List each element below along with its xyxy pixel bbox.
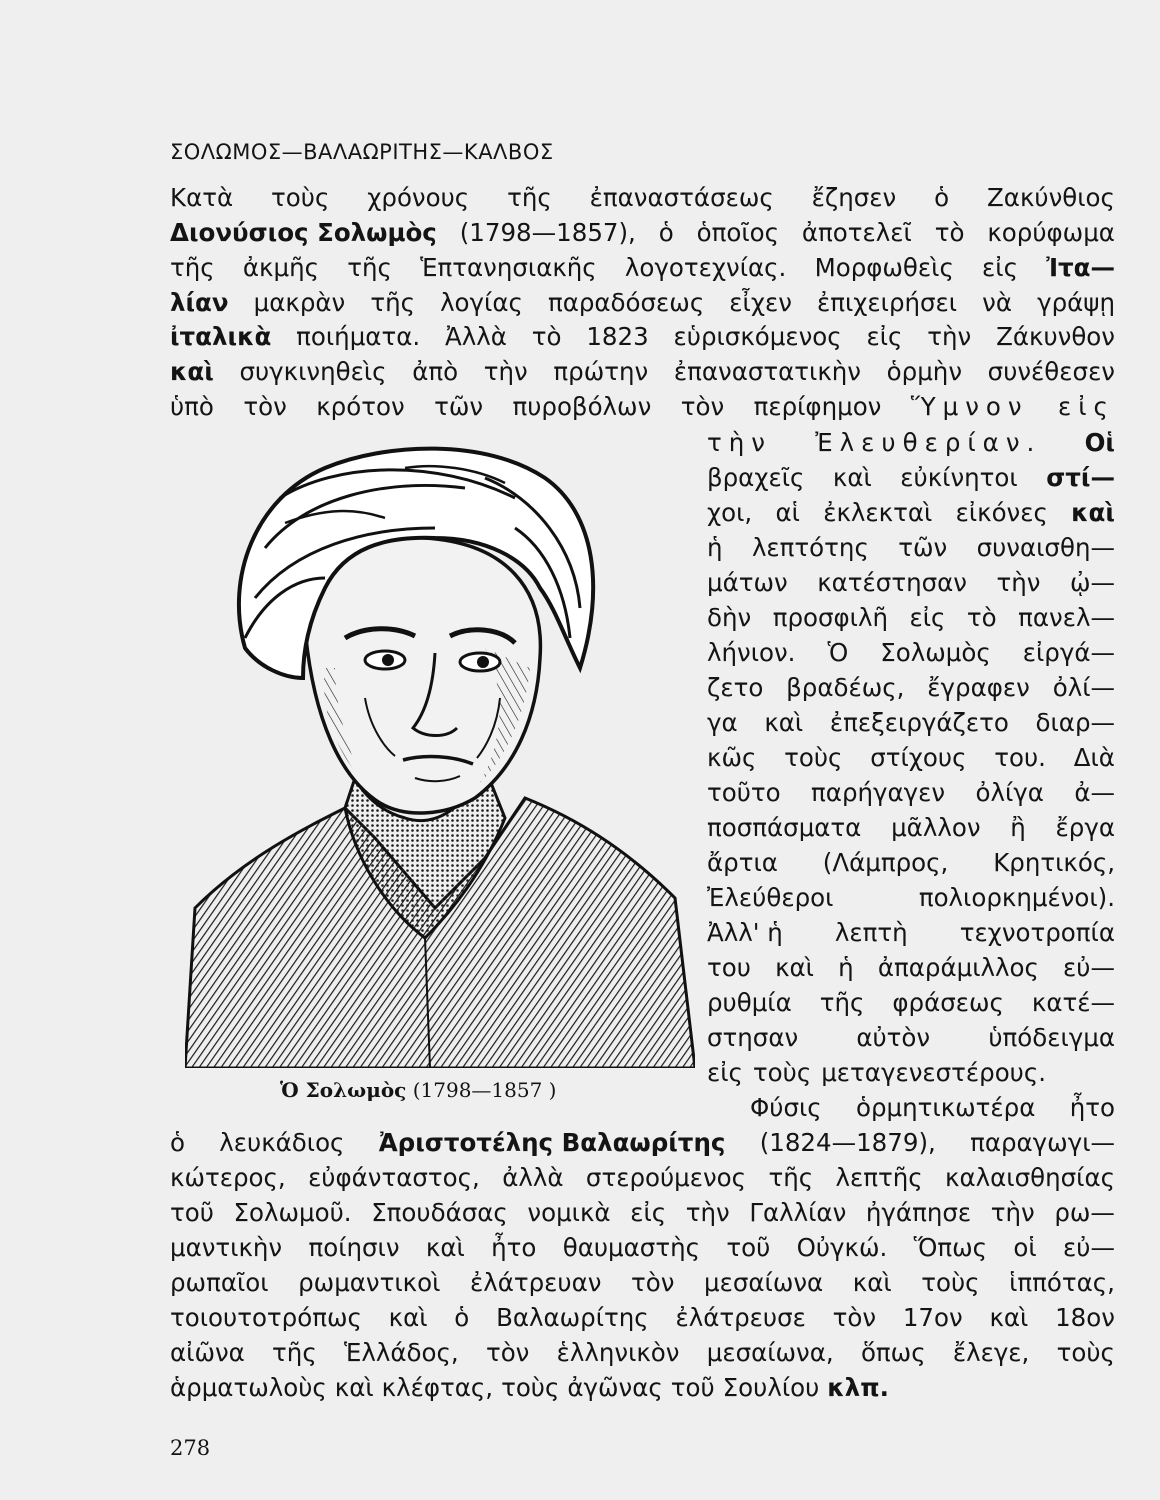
word: λεπτῆς	[835, 1163, 923, 1192]
word: αἱ	[775, 498, 800, 527]
word: λίαν	[170, 288, 229, 317]
word: βραχεῖς	[707, 463, 805, 492]
word: Κατὰ	[170, 183, 234, 212]
word: Ὁ	[827, 638, 849, 667]
word: αὐτὸν	[856, 1023, 931, 1052]
word: ἦτο	[491, 1233, 537, 1262]
word: κατέ—	[1031, 988, 1115, 1017]
word: Σπουδάσας	[371, 1198, 508, 1227]
word: ἐλάτρευσε	[675, 1303, 806, 1332]
word: καὶ	[764, 708, 804, 737]
word: λογίας	[440, 288, 523, 317]
word: ἐκλεκταὶ	[823, 498, 933, 527]
text-line	[170, 1128, 1115, 1157]
word: δὴν	[707, 603, 752, 632]
word: ὁρμητικωτέρα	[856, 1093, 1036, 1122]
word: μεταγενεστέρους.	[821, 1058, 1047, 1087]
text-line	[170, 392, 1115, 421]
word: ἐπαναστάσεως	[589, 183, 774, 212]
word: ἀγῶνας	[567, 1373, 663, 1402]
word: Σουλίου	[722, 1373, 820, 1402]
word: χρόνους	[367, 183, 470, 212]
word: ὑπόδειγμα	[988, 1023, 1115, 1052]
word: τοῦ	[726, 1233, 771, 1262]
running-title: ΣΟΛΩΜΟΣ—ΒΑΛΑΩΡΙΤΗΣ—ΚΑΛΒΟΣ	[170, 140, 554, 164]
word: ἡ	[707, 533, 723, 562]
word: καλαισθησίας	[945, 1163, 1115, 1192]
word: ἀκμῆς	[242, 253, 319, 282]
word: περίφημον	[753, 392, 882, 421]
word: τοῦ	[670, 1373, 715, 1402]
word: ἐπεξειργάζετο	[829, 708, 1009, 737]
author-name-solomos: Διονύσιος Σολωμὸς	[170, 218, 437, 247]
text-line	[707, 498, 1115, 527]
text-line	[707, 883, 1115, 912]
word: εἰργά—	[1022, 638, 1115, 667]
word: τοὺς	[271, 183, 330, 212]
text-line	[707, 778, 1115, 807]
word: ὁ	[170, 1128, 185, 1157]
word: ἔργα	[1055, 813, 1115, 842]
word: ὁ	[934, 183, 950, 212]
word: ἐπιχειρήσει	[816, 288, 958, 317]
word: καὶ	[425, 1233, 465, 1262]
word: ἁρματωλοὺς	[170, 1373, 327, 1402]
word: ἢ	[1010, 813, 1026, 842]
word: Βαλαωρίτης	[496, 1303, 649, 1332]
word: καὶ	[852, 1268, 892, 1297]
word: νομικὰ	[527, 1198, 611, 1227]
word: πολιορκημένοι).	[918, 883, 1115, 912]
word: Σολωμοῦ.	[233, 1198, 352, 1227]
text-line	[170, 1338, 1115, 1367]
portrait-illustration	[185, 438, 695, 1068]
text-line	[707, 1023, 1115, 1052]
word: του.	[994, 743, 1046, 772]
word: λήνιον.	[707, 638, 796, 667]
word: 18ον	[1055, 1303, 1115, 1332]
word: ἐλάτρευαν	[469, 1268, 602, 1297]
word: συνέθεσεν	[987, 357, 1115, 386]
word: τὴν	[990, 1198, 1035, 1227]
word: καὶ	[1071, 498, 1115, 527]
word: τὸν	[631, 1268, 675, 1297]
word: εἰς	[707, 1058, 743, 1087]
word: τῆς	[370, 288, 415, 317]
word: Μορφωθεὶς	[814, 253, 954, 282]
word: Ζάκυνθον	[996, 322, 1115, 351]
text-line	[707, 638, 1115, 667]
word: ὅπως	[860, 1338, 926, 1367]
word: πανελ—	[1018, 603, 1115, 632]
word: ἔγραφεν	[927, 673, 1030, 702]
word: ὀλίγα	[975, 778, 1044, 807]
word: Ζακύνθιος	[987, 183, 1115, 212]
text-line	[170, 357, 1115, 386]
word: ἠγάπησε	[865, 1198, 972, 1227]
word: ὀλί—	[1052, 673, 1115, 702]
word: ᾠ—	[1069, 568, 1115, 597]
word: του	[707, 953, 751, 982]
poem-title-spaced: εἰς	[1058, 392, 1115, 421]
word: καὶ	[170, 357, 214, 386]
word: 17ον	[902, 1303, 963, 1332]
word: καὶ	[388, 1303, 428, 1332]
word: καὶ	[334, 1373, 374, 1402]
word: κλπ.	[827, 1373, 889, 1402]
word: τοὺς	[1056, 1338, 1115, 1367]
word: τῆς	[347, 253, 392, 282]
word: τῶν	[898, 533, 948, 562]
word: τοῦ	[170, 1198, 214, 1227]
word: ζετο	[707, 673, 764, 702]
word: συγκινηθεὶς	[239, 357, 387, 386]
word: στί—	[1046, 463, 1115, 492]
word: ρυθμία	[707, 988, 792, 1017]
word: (Λάμπρος,	[822, 848, 949, 877]
caption-dates: (1798—1857 )	[412, 1078, 557, 1102]
word: στίχους	[870, 743, 967, 772]
word: τὸ	[934, 218, 965, 247]
text-line	[707, 603, 1115, 632]
text-line	[707, 673, 1115, 702]
word: εὐφάνταστος,	[308, 1163, 480, 1192]
word: ὁ	[454, 1303, 470, 1332]
word: τῆς	[507, 183, 552, 212]
word: τοὺς	[501, 1373, 560, 1402]
word: εἰς	[982, 253, 1018, 282]
page-number: 278	[170, 1436, 211, 1460]
word: μαντικὴν	[170, 1233, 283, 1262]
word: τὸ	[531, 322, 562, 351]
word: Κρητικός,	[993, 848, 1115, 877]
text-line	[707, 708, 1115, 737]
word: ἔλεγε,	[952, 1338, 1030, 1367]
word: ἀπαράμιλλος	[877, 953, 1039, 982]
word: οἱ	[1013, 1233, 1037, 1262]
word: χοι,	[707, 498, 753, 527]
word: ἐπαναστατικὴν	[673, 357, 861, 386]
word: βραδέως,	[786, 673, 905, 702]
caption-name: Ὁ Σολωμὸς	[280, 1078, 407, 1102]
word: ἔζησεν	[811, 183, 897, 212]
word: μᾶλλον	[891, 813, 981, 842]
word: ὁρμὴν	[886, 357, 962, 386]
poem-title-spaced: τὴν	[707, 428, 772, 457]
word: ποιήματα.	[296, 322, 421, 351]
word: γα	[707, 708, 738, 737]
word: Ἑλλάδος,	[343, 1338, 459, 1367]
word: εἰς	[866, 322, 903, 351]
word: μάτων	[707, 568, 788, 597]
text-line	[707, 813, 1115, 842]
text-line	[707, 428, 1115, 457]
word: καὶ	[832, 463, 872, 492]
word: κρότον	[316, 392, 405, 421]
word: ἑλληνικὸν	[556, 1338, 680, 1367]
word: πυροβόλων	[512, 392, 652, 421]
word: γράψῃ	[1037, 288, 1115, 317]
text-line	[170, 1163, 1115, 1192]
text-line	[707, 988, 1115, 1017]
word: λευκάδιος	[219, 1128, 345, 1157]
word: φράσεως	[892, 988, 1004, 1017]
text-line	[170, 1233, 1115, 1262]
word: ἄρτια	[707, 848, 778, 877]
word: εὐκίνητοι	[900, 463, 1018, 492]
text-line	[170, 1198, 1115, 1227]
text-line	[170, 1268, 1115, 1297]
word: Ἀλλ' ἡ	[707, 918, 783, 947]
figure-caption	[280, 1078, 556, 1102]
word: Φύσις	[750, 1093, 822, 1122]
word: ἀπὸ	[412, 357, 459, 386]
text-line	[707, 568, 1115, 597]
word: τὴν	[996, 568, 1041, 597]
text-line	[707, 533, 1115, 562]
text-line	[707, 743, 1115, 772]
word: στερούμενος	[585, 1163, 747, 1192]
word: παραγωγι—	[970, 1128, 1115, 1157]
word: τὸ	[966, 603, 997, 632]
text-line	[170, 218, 1115, 247]
word: Οἱ	[1084, 428, 1115, 457]
word: τοῦτο	[707, 778, 781, 807]
text-line	[707, 848, 1115, 877]
word: ρωμαντικοὶ	[298, 1268, 441, 1297]
word: Ἐλεύθεροι	[707, 883, 834, 912]
word: εἶχεν	[729, 288, 792, 317]
word: ὁποῖος	[696, 218, 780, 247]
word: ἀλλὰ	[502, 1163, 564, 1192]
word: παρήγαγεν	[811, 778, 946, 807]
word: κώτερος,	[170, 1163, 286, 1192]
text-line	[750, 1093, 1115, 1122]
word: προσφιλῆ	[772, 603, 888, 632]
text-line	[707, 1058, 1115, 1087]
word: νὰ	[982, 288, 1013, 317]
text-line	[707, 953, 1115, 982]
text-line	[170, 322, 1115, 351]
word: μεσαίωνα	[704, 1268, 824, 1297]
word: τεχνοτροπία	[959, 918, 1115, 947]
word: παραδόσεως	[547, 288, 705, 317]
word: τὴν	[685, 1198, 730, 1227]
word: ὁ	[658, 218, 674, 247]
word: εἰς	[909, 603, 946, 632]
poem-title-spaced: Ἐλευθερίαν.	[815, 428, 1042, 457]
word: θαυμαστὴς	[562, 1233, 700, 1262]
word: Σολωμὸς	[880, 638, 991, 667]
word: τὸν	[243, 392, 287, 421]
word: τὸν	[832, 1303, 877, 1332]
word: κατέστησαν	[817, 568, 967, 597]
word: τοὺς	[784, 743, 843, 772]
word: τοὺς	[752, 1058, 812, 1087]
word: 1823	[586, 322, 649, 351]
word: καὶ	[989, 1303, 1029, 1332]
text-line	[170, 1303, 1115, 1332]
word: στησαν	[707, 1023, 799, 1052]
word: κλέφτας,	[381, 1373, 494, 1402]
word: ἦτο	[1069, 1093, 1115, 1122]
word: ἱππότας,	[1009, 1268, 1115, 1297]
word: διαρ—	[1035, 708, 1115, 737]
word: μεσαίωνα,	[706, 1338, 834, 1367]
word: πρώτην	[553, 357, 649, 386]
word: (1824—1879),	[759, 1128, 936, 1157]
word: συναισθη—	[976, 533, 1115, 562]
word: τὸν	[485, 1338, 530, 1367]
word: εἰς	[630, 1198, 667, 1227]
word: μακρὰν	[253, 288, 346, 317]
word: Ὅπως	[913, 1233, 988, 1262]
word: ποίησιν	[308, 1233, 400, 1262]
word: λεπτὴ	[834, 918, 908, 947]
text-line	[707, 463, 1115, 492]
word: τῆς	[170, 253, 215, 282]
text-line	[707, 918, 1115, 947]
text-line	[170, 183, 1115, 212]
word: τὴν	[483, 357, 528, 386]
text-line	[170, 1373, 1115, 1402]
word: τῶν	[434, 392, 484, 421]
word: Ἀλλὰ	[444, 322, 507, 351]
poem-title-spaced: Ὕμνον	[910, 392, 1029, 421]
word: ὑπὸ	[170, 392, 214, 421]
word: Γαλλίαν	[749, 1198, 847, 1227]
word: εὑρισκόμενος	[673, 322, 842, 351]
word: τὸν	[680, 392, 725, 421]
word: ἀ—	[1074, 778, 1115, 807]
word: τῆς	[272, 1338, 317, 1367]
word: λεπτότης	[751, 533, 869, 562]
word: Ἰτα—	[1046, 253, 1115, 282]
text-line	[170, 253, 1115, 282]
word: κορύφωμα	[987, 218, 1115, 247]
word: τοιουτοτρόπως	[170, 1303, 362, 1332]
word: καὶ	[775, 953, 814, 982]
word: Οὐγκώ.	[796, 1233, 888, 1262]
word: τῆς	[819, 988, 865, 1017]
word: λογοτεχνίας.	[624, 253, 787, 282]
word: ἡ	[838, 953, 854, 982]
word: ἀποτελεῖ	[801, 218, 912, 247]
word: (1798—1857),	[459, 218, 636, 247]
word: τὴν	[927, 322, 972, 351]
word: Ἑπτανησιακῆς	[420, 253, 597, 282]
word: εἰκόνες	[955, 498, 1048, 527]
word: Διὰ	[1073, 743, 1115, 772]
word: αἰῶνα	[170, 1338, 245, 1367]
word: τοὺς	[921, 1268, 980, 1297]
word: ἰταλικὰ	[170, 322, 272, 351]
word: εὐ—	[1063, 953, 1115, 982]
word: εὐ—	[1063, 1233, 1115, 1262]
word: τῆς	[768, 1163, 814, 1192]
word: ρωπαῖοι	[170, 1268, 269, 1297]
word: κῶς	[707, 743, 757, 772]
word: ποσπάσματα	[707, 813, 862, 842]
text-line	[170, 288, 1115, 317]
author-name-valaoritis: Ἀριστοτέλης Βαλαωρίτης	[378, 1128, 726, 1157]
word: ρω—	[1054, 1198, 1115, 1227]
